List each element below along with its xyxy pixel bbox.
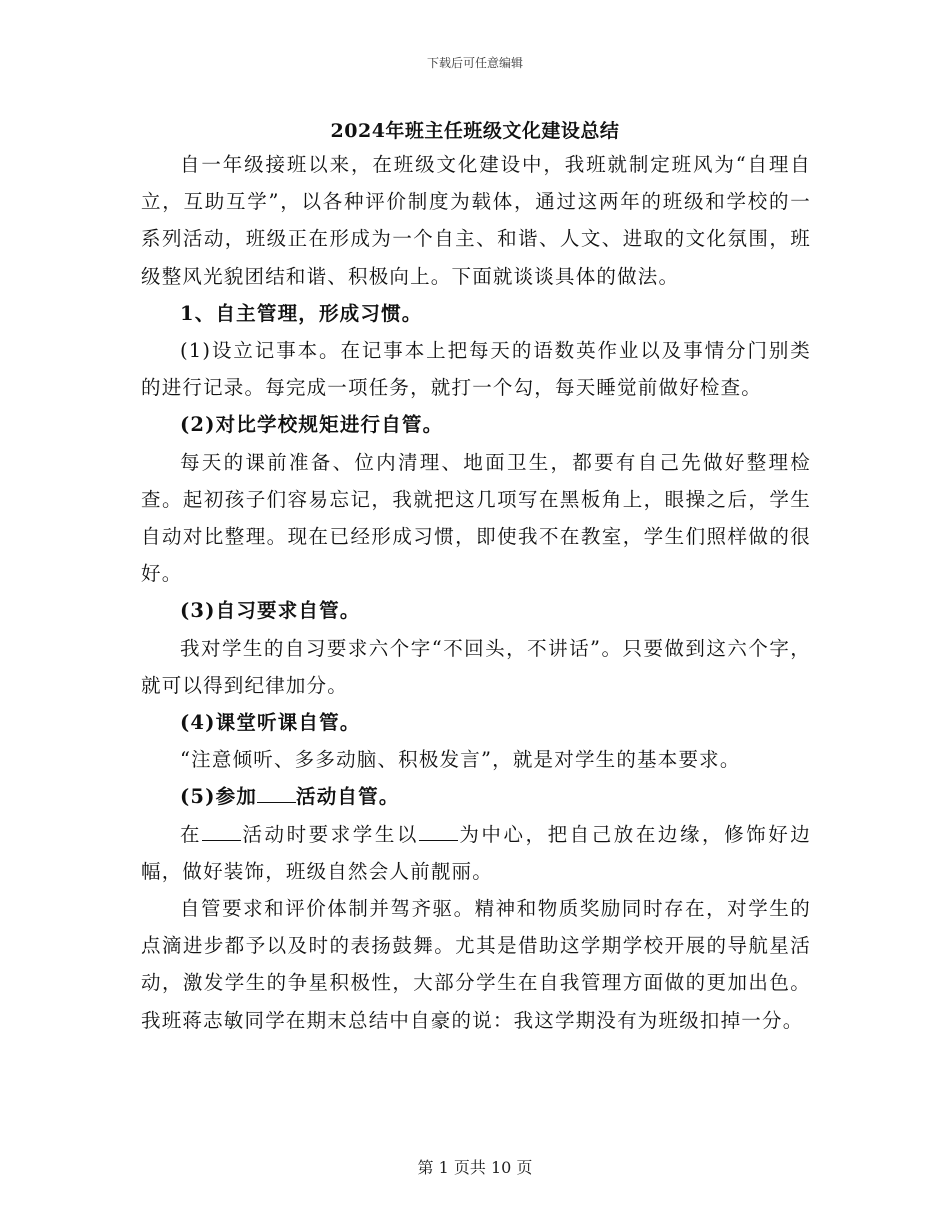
item-5-heading-start: (5)参加 bbox=[180, 785, 258, 809]
document-title: 2024年班主任班级文化建设总结 bbox=[330, 120, 620, 142]
item-2-heading: (2)对比学校规矩进行自管。 bbox=[180, 413, 444, 437]
closing-paragraph: 自管要求和评价体制并驾齐驱。精神和物质奖励同时存在，对学生的点滴进步都予以及时的表扬鼓舞。尤其是借助这学期学校开展的导航星活动，激发学生的争星积极性，大部分学生在自我管理方面做的更加出色。我班蒋志敏同学在期末总结中自豪的说：我这学期没有为班级扣掉一分。 bbox=[141, 897, 811, 1032]
fill-in-blank bbox=[419, 840, 458, 841]
item-5-text-start: 在 bbox=[180, 822, 203, 846]
document-body bbox=[141, 146, 811, 1039]
item-4-paragraph: “注意倾听、多多动脑、积极发言”，就是对学生的基本要求。 bbox=[180, 748, 741, 772]
fill-in-blank bbox=[202, 840, 241, 841]
item-5-text-middle: 活动时要求学生以 bbox=[241, 822, 419, 846]
intro-paragraph: 自一年级接班以来，在班级文化建设中，我班就制定班风为“自理自立，互助互学”，以各种评价制度为载体，通过这两年的班级和学校的一系列活动，班级正在形成为一个自主、和谐、人文、进取的文化氛围，班级整风光貌团结和谐、积极向上。下面就谈谈具体的做法。 bbox=[141, 153, 811, 288]
item-5-heading bbox=[141, 778, 811, 815]
item-5-paragraph bbox=[141, 816, 811, 890]
item-3-paragraph: 我对学生的自习要求六个字“不回头，不讲话”。只要做到这六个字，就可以得到纪律加分。 bbox=[141, 636, 811, 697]
item-5-text-end: 为中心，把自己放在边缘，修饰好边幅，做好装饰，班级自然会人前靓丽。 bbox=[141, 822, 812, 883]
fill-in-blank bbox=[257, 802, 296, 803]
item-3-heading: (3)自习要求自管。 bbox=[180, 599, 361, 623]
page-header-note: 下载后可任意编辑 bbox=[426, 56, 523, 70]
item-4-heading: (4)课堂听课自管。 bbox=[180, 711, 361, 735]
item-5-heading-end: 活动自管。 bbox=[296, 785, 400, 809]
page-number-footer: 第 1 页共 10 页 bbox=[417, 1158, 533, 1177]
section-heading-1: 1、自主管理，形成习惯。 bbox=[180, 301, 423, 325]
item-2-paragraph: 每天的课前准备、位内清理、地面卫生，都要有自己先做好整理检查。起初孩子们容易忘记，我就把这几项写在黑板角上，眼操之后，学生自动对比整理。现在已经形成习惯，即使我不在教室，学生们照样做的很好。 bbox=[141, 450, 811, 586]
item-1-paragraph: (1)设立记事本。在记事本上把每天的语数英作业以及事情分门别类的进行记录。每完成一项任务，就打一个勾，每天睡觉前做好检查。 bbox=[141, 339, 811, 400]
